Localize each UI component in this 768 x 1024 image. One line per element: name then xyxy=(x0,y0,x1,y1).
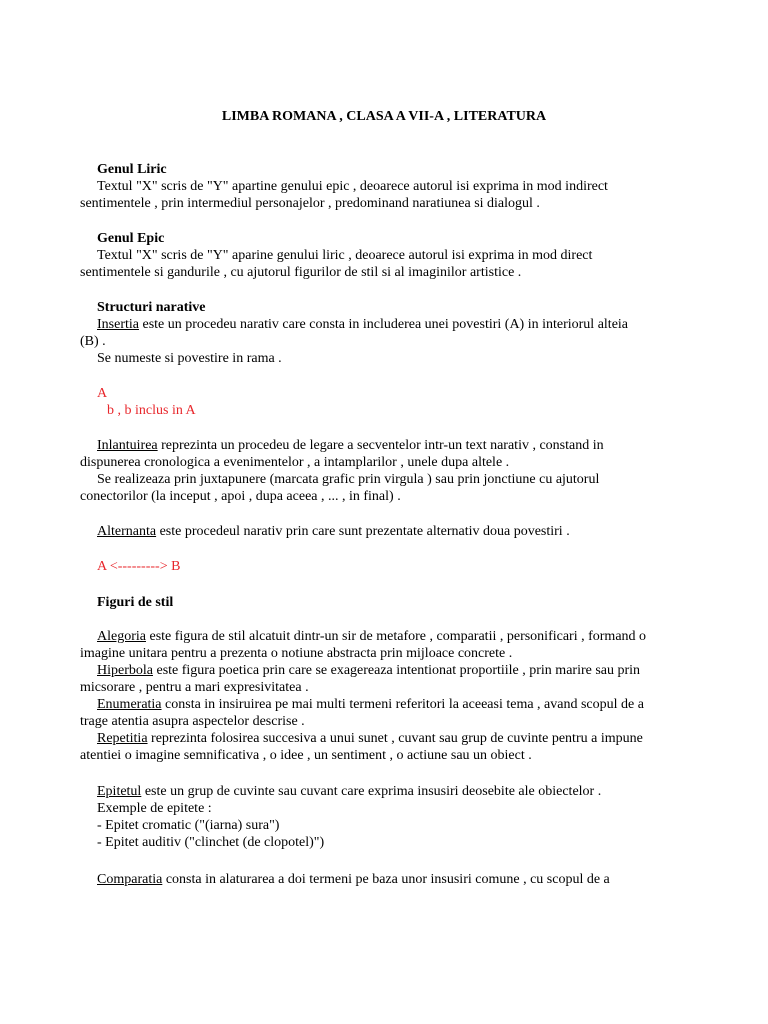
insertia-text: este un procedeu narativ care consta in includerea unei povestiri (A) in interiorul alteia xyxy=(138,317,629,332)
heading-genul-epic: Genul Epic xyxy=(97,231,165,246)
epitetul-text: este un grup de cuvinte sau cuvant care exprima insusiri deosebite ale obiectelor . xyxy=(141,784,602,799)
inlantuirea-line-4: conectorilor (la inceput , apoi , dupa aceea , ... , in final) . xyxy=(80,489,401,504)
epic-line-2: sentimentele si gandurile , cu ajutorul figurilor de stil si al imaginilor artistice . xyxy=(80,265,522,280)
heading-figuri-de-stil: Figuri de stil xyxy=(97,595,174,610)
epic-line-1: Textul "X" scris de "Y" aparine genului liric , deoarece autorul isi exprima in mod direct xyxy=(97,248,593,263)
hiperbola-line-1 xyxy=(97,662,640,679)
enumeratia-text: consta in insiruirea pe mai multi termeni referitori la aceeasi tema , avand scopul de a xyxy=(161,697,644,712)
repetitia-line-2: atentiei o imagine semnificativa , o idee , un sentiment , o actiune sau un obiect . xyxy=(80,748,532,763)
term-inlantuirea: Inlantuirea xyxy=(97,438,158,453)
liric-line-2: sentimentele , prin intermediul personajelor , predominand naratiunea si dialogul . xyxy=(80,196,540,211)
alegoria-text: este figura de stil alcatuit dintr-un sir de metafore , comparatii , personificari , formand o xyxy=(145,629,647,644)
alternanta-diagram: A <---------> B xyxy=(97,559,181,574)
enumeratia-line-2: trage atentia asupra aspectelor descrise . xyxy=(80,714,305,729)
alegoria-line-2: imagine unitara pentru a prezenta o notiune abstracta prin mijloace concrete . xyxy=(80,646,513,661)
insertia-diagram-a: A xyxy=(97,386,108,401)
term-alternanta: Alternanta xyxy=(97,524,157,539)
inlantuirea-line-1 xyxy=(97,437,604,454)
heading-structuri-narative: Structuri narative xyxy=(97,300,206,315)
page-title: LIMBA ROMANA , CLASA A VII-A , LITERATURA xyxy=(221,109,547,124)
term-repetitia: Repetitia xyxy=(97,731,148,746)
alternanta-line-1 xyxy=(97,523,570,540)
term-enumeratia: Enumeratia xyxy=(97,697,162,712)
term-hiperbola: Hiperbola xyxy=(97,663,153,678)
insertia-line-3: Se numeste si povestire in rama . xyxy=(97,351,282,366)
heading-genul-liric: Genul Liric xyxy=(97,162,167,177)
term-alegoria: Alegoria xyxy=(97,629,146,644)
repetitia-line-1 xyxy=(97,730,643,747)
insertia-diagram-b: b , b inclus in A xyxy=(107,403,196,418)
inlantuirea-line-3: Se realizeaza prin juxtapunere (marcata grafic prin virgula ) sau prin jonctiune cu ajutorul xyxy=(97,472,600,487)
term-epitetul: Epitetul xyxy=(97,784,142,799)
epitetul-line-4: - Epitet auditiv ("clinchet (de clopotel)") xyxy=(97,835,325,850)
liric-line-1: Textul "X" scris de "Y" apartine genului epic , deoarece autorul isi exprima in mod indirect xyxy=(97,179,608,194)
comparatia-text: consta in alaturarea a doi termeni pe baza unor insusiri comune , cu scopul de a xyxy=(162,872,610,887)
epitetul-line-2: Exemple de epitete : xyxy=(97,801,212,816)
insertia-line-2: (B) . xyxy=(80,334,106,349)
epitetul-line-3: - Epitet cromatic ("(iarna) sura") xyxy=(97,818,280,833)
hiperbola-text: este figura poetica prin care se exagereaza intentionat proportiile , prin marire sau prin xyxy=(152,663,641,678)
inlantuirea-text: reprezinta un procedeu de legare a secventelor intr-un text narativ , constand in xyxy=(157,438,604,453)
hiperbola-line-2: micsorare , pentru a mari expresivitatea . xyxy=(80,680,309,695)
repetitia-text: reprezinta folosirea succesiva a unui sunet , cuvant sau grup de cuvinte pentru a impune xyxy=(147,731,643,746)
enumeratia-line-1 xyxy=(97,696,644,713)
epitetul-line-1 xyxy=(97,783,601,800)
term-insertia: Insertia xyxy=(97,317,139,332)
comparatia-line-1 xyxy=(97,871,610,888)
insertia-line-1 xyxy=(97,316,628,333)
alegoria-line-1 xyxy=(97,628,646,645)
term-comparatia: Comparatia xyxy=(97,872,163,887)
inlantuirea-line-2: dispunerea cronologica a evenimentelor , a intamplarilor , unele dupa altele . xyxy=(80,455,510,470)
alternanta-text: este procedeul narativ prin care sunt prezentate alternativ doua povestiri . xyxy=(156,524,570,539)
